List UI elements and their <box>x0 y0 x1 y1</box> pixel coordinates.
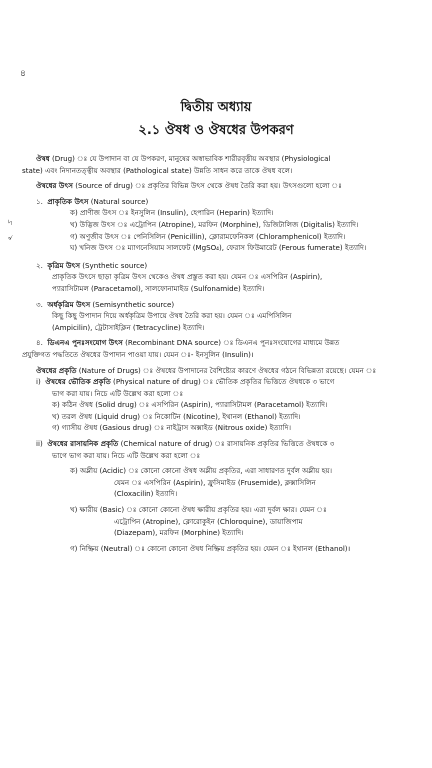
list-item: ঘ) খনিজ উৎস ঃ ম্যাগনেসিয়াম সালফেট (MgSO₄), ফেরাস ফিউমারেট (Ferous fumerate) ইত্যাদি। <box>70 243 367 253</box>
synthetic-source-text: প্রাকৃতিক উৎসে ছাড়া কৃত্রিম উৎস থেকেও ঔষধ প্রস্তুত করা হয়। যেমন ঃ এসপিরিন (Aspirin), <box>52 272 323 282</box>
chemical-nature-line <box>22 438 414 450</box>
physical-nature-text: ভাগ করা যায়। নিচে এটি উল্লেখ করা হলো ঃ <box>52 388 184 398</box>
physical-nature-text: (Physical nature of drug) ঃ ভৌতিক প্রকৃতির ভিত্তিতে ঔষধকে ৩ ভাগে <box>110 377 335 387</box>
basic-item: খ) ক্ষারীয় (Basic) ঃ কোনো কোনো ঔষধ ক্ষারীয় প্রকৃতির হয়। এরা দুর্বল ক্ষার। যেমন ঃ <box>70 505 327 515</box>
semisynthetic-source-heading <box>22 299 414 311</box>
natural-source-title: প্রাকৃতিক উৎস <box>47 196 89 206</box>
chapter-title: দ্বিতীয় অধ্যায় <box>180 100 252 115</box>
list-number: ii) <box>36 439 43 449</box>
chemical-nature-text: ভাগে ভাগ করা যায়। নিচে এটি উল্লেখ করা হলো ঃ <box>52 450 201 460</box>
list-number: ৪. <box>36 338 43 348</box>
neutral-item: গ) নিষ্ক্রিয় (Neutral) ঃ কোনো কোনো ঔষধ নিষ্ক্রিয় প্রকৃতির হয়। যেমন ঃ ইথানল (Ethanol)। <box>70 543 351 553</box>
recombinant-source-text: (Recombinant DNA source) ঃ ডিএনএ পুনঃসংযোগের মাধ্যমে উন্নত <box>122 338 340 348</box>
page-body <box>22 153 414 554</box>
recombinant-source-text: প্রযুক্তিগত পদ্ধতিতে ঔষধের উপাদান পাওয়া যায়। যেমন ঃ- ইনসুলিন (Insulin)। <box>22 349 254 359</box>
source-text: (Source of drug) ঃ প্রকৃতির বিভিন্ন উৎস থেকে ঔষধ তৈরি করা হয়। উৎসগুলো হলো ঃ <box>72 181 342 191</box>
acidic-item-text: যেমন ঃ এসপিরিন (Aspirin), ফ্রুসিমাইড (Frusemide), ক্লক্সাসিলিন <box>114 477 316 487</box>
natural-source-heading <box>22 196 414 208</box>
acidic-item-text: (Cloxacilin) ইত্যাদি। <box>114 489 178 499</box>
semisynthetic-source-text: (Ampicilin), ট্রেটাসাইক্লিন (Tetracycline) ইত্যাদি। <box>52 322 205 332</box>
basic-item-text: এট্রোপিন (Atropine), ক্লোরোকুইন (Chloroquine), ডায়াজিপাম <box>114 516 303 526</box>
synthetic-source-heading <box>22 260 414 272</box>
synthetic-source-eng: (Synthetic source) <box>80 260 148 270</box>
physical-nature-line <box>22 376 414 388</box>
margin-mark: ৵ <box>8 233 13 242</box>
synthetic-source-text: প্যারাসিটামল (Paracetamol), সালফোনামাইড (Sulfonamide) ইত্যাদি। <box>52 283 265 293</box>
drug-definition-text: (Drug) ঃ যে উপাদান বা যে উপকরণ, মানুষের অস্বাভাবিক শারীরবৃত্তীয় অবস্থার (Physiological <box>49 154 331 163</box>
list-item: খ) তরল ঔষধ (Liquid drug) ঃ নিকোটিন (Nicotine), ইথানল (Ethanol) ইত্যাদি। <box>52 411 301 421</box>
list-number: ১. <box>36 196 43 206</box>
basic-item-text: (Diazepam), মরফিন (Morphine) ইত্যাদি। <box>114 528 244 538</box>
list-number: ৩. <box>36 299 43 309</box>
semisynthetic-source-title: অর্ধকৃত্রিম উৎস <box>47 299 91 309</box>
acidic-item: ক) অম্লীয় (Acidic) ঃ কোনো কোনো ঔষধ অম্লীয় প্রকৃতির, এরা সাধারণত দুর্বল অম্লীয় হয়। <box>70 466 333 476</box>
physical-nature-title: ঔষধের ভৌতিক প্রকৃতি <box>45 377 111 387</box>
margin-mark: ৸ <box>8 218 13 227</box>
semisynthetic-source-text: কিছু কিছু উপাদান দিয়ে অর্ধকৃত্রিম উপায়ে ঔষধ তৈরি করা হয়। যেমন ঃ এমপিসিলিন <box>52 311 292 321</box>
drug-definition-line: state) এবং নিদানতত্ত্বীয় অবস্থার (Pathological state) উন্নতি সাধন করে তাকে ঔষধ বলে। <box>22 165 293 175</box>
drug-definition-line <box>22 153 414 165</box>
section-title: ২.১ ঔষধ ও ঔষধের উপকরণ <box>138 123 294 138</box>
list-item: ক) কঠিন ঔষধ (Solid drug) ঃ এসপিরিন (Aspirin), প্যারাসিটামল (Paracetamol) ইত্যাদি। <box>52 400 328 410</box>
recombinant-source-line <box>22 337 414 349</box>
list-item: খ) উদ্ভিজ উৎস ঃ এট্রোপিন (Atropine), মরফিন (Morphine), ডিজিটালিজ (Digitalis) ইত্যাদি। <box>70 219 359 229</box>
natural-source-eng: (Natural source) <box>88 196 149 206</box>
semisynthetic-source-eng: (Semisynthetic source) <box>90 299 175 309</box>
recombinant-source-title: ডিএনএ পুনঃসংযোগ উৎস <box>47 338 123 348</box>
list-item: গ) গ্যাসীয় ঔষধ (Gasious drug) ঃ নাইট্রাস অক্সাইড (Nitrous oxide) ইত্যাদি। <box>52 423 292 433</box>
source-term: ঔষধের উৎস <box>36 181 73 191</box>
list-number: i) <box>36 377 41 387</box>
source-of-drug-line <box>22 180 414 192</box>
page-number: ৪ <box>20 69 26 79</box>
list-item: গ) অণুজীব উৎস ঃ পেনিসিলিন (Penicillin), ক্লোরামফেনিকল (Chloramphenicol) ইত্যাদি। <box>70 231 346 241</box>
nature-term: ঔষধের প্রকৃতি <box>36 365 77 375</box>
list-item: ক) প্রাণীজ উৎস ঃ ইনসুলিন (Insulin), হেপারিন (Heparin) ইত্যাদি। <box>70 208 274 218</box>
nature-of-drugs-line <box>22 365 414 377</box>
synthetic-source-title: কৃত্রিম উৎস <box>47 260 81 270</box>
list-number: ২. <box>36 260 43 270</box>
nature-text: (Nature of Drugs) ঃ ঔষধের উপাদানের বৈশিষ্ট্যের কারণে ঔষধের গঠনে বিভিন্নতা রয়েছে। যেমন ঃ <box>76 365 377 375</box>
chemical-nature-title: ঔষধের রাসায়নিক প্রকৃতি <box>47 439 119 449</box>
chemical-nature-text: (Chemical nature of drug) ঃ রাসায়নিক প্রকৃতির ভিত্তিতে ঔষধকে ৩ <box>118 439 335 449</box>
drug-term: ঔষধ <box>36 154 50 163</box>
